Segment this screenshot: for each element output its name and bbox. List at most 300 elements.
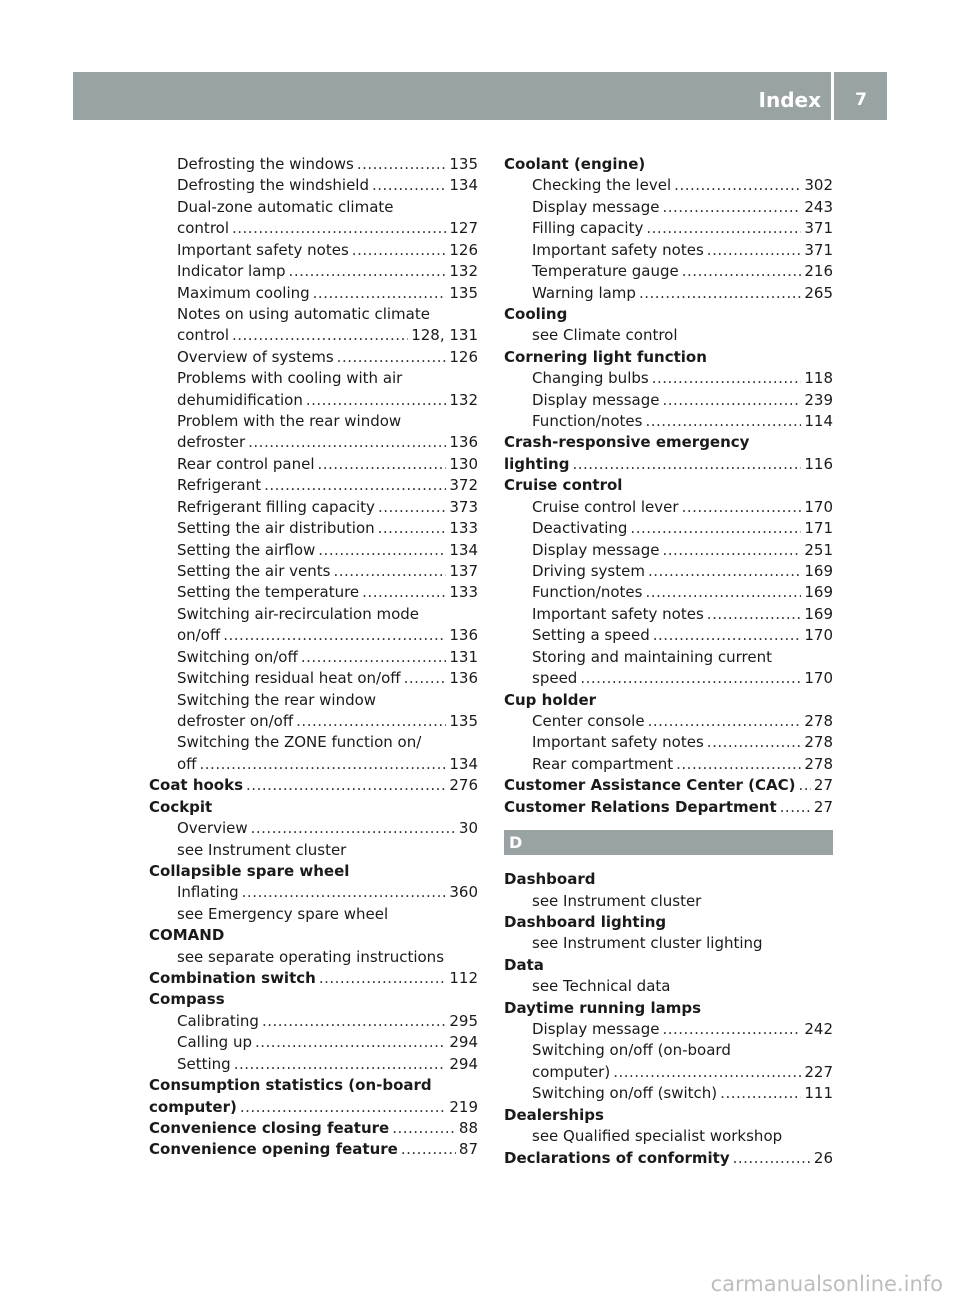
dot-leader xyxy=(780,797,811,818)
dot-leader xyxy=(232,325,408,346)
dot-leader xyxy=(255,1032,446,1053)
page-reference: 134 xyxy=(449,754,478,773)
index-subentry xyxy=(149,154,478,175)
entry-text: Dealerships xyxy=(504,1105,604,1124)
entry-text: speed xyxy=(532,669,578,688)
dot-leader xyxy=(653,625,802,646)
entry-text: Crash-responsive emergency xyxy=(504,433,750,452)
index-subentry xyxy=(149,668,478,689)
entry-text: Daytime running lamps xyxy=(504,998,701,1017)
dot-leader xyxy=(404,668,447,689)
index-entry xyxy=(504,347,833,368)
dot-leader xyxy=(662,540,801,561)
dot-leader xyxy=(318,540,446,561)
page-reference: 26 xyxy=(813,1148,833,1167)
index-subentry xyxy=(504,891,833,912)
entry-text: Convenience opening feature xyxy=(149,1140,398,1159)
entry-text: Setting the air distribution xyxy=(177,519,375,538)
entry-text: Calibrating xyxy=(177,1011,259,1030)
index-subentry xyxy=(504,732,833,753)
entry-text: see Emergency spare wheel xyxy=(177,904,389,923)
dot-leader xyxy=(648,711,802,732)
entry-text: Combination switch xyxy=(149,969,316,988)
dot-leader xyxy=(301,647,447,668)
index-subentry xyxy=(504,175,833,196)
page-reference: 136 xyxy=(449,433,478,452)
page-reference: 251 xyxy=(804,540,833,559)
page-reference: 372 xyxy=(449,476,478,495)
entry-text: Defrosting the windows xyxy=(177,155,354,173)
entry-text: Inflating xyxy=(177,883,239,902)
entry-text: Deactivating xyxy=(532,519,628,538)
entry-text: control xyxy=(177,326,229,345)
index-subentry xyxy=(504,240,833,261)
dot-leader xyxy=(648,561,801,582)
index-subentry xyxy=(149,454,478,475)
page-reference: 126 xyxy=(449,240,478,259)
index-subentry xyxy=(504,368,833,389)
dot-leader xyxy=(401,1139,456,1160)
page-reference: 239 xyxy=(804,390,833,409)
entry-text: control xyxy=(177,219,229,238)
entry-text: computer) xyxy=(149,1097,237,1116)
entry-text: Maximum cooling xyxy=(177,283,310,302)
dot-leader xyxy=(630,518,801,539)
index-subentry xyxy=(504,625,833,646)
index-entry xyxy=(149,1075,478,1096)
dot-leader xyxy=(306,390,447,411)
index-subentry xyxy=(504,497,833,518)
index-subentry xyxy=(149,197,478,218)
index-subentry xyxy=(149,1011,478,1032)
page-reference: 170 xyxy=(804,669,833,688)
entry-text: Dashboard lighting xyxy=(504,912,667,931)
dot-leader xyxy=(357,154,447,175)
page-reference: 27 xyxy=(813,776,833,795)
entry-text: Refrigerant filling capacity xyxy=(177,497,375,516)
page-reference: 243 xyxy=(804,197,833,216)
index-subentry xyxy=(504,518,833,539)
dot-leader xyxy=(798,775,810,796)
entry-text: Driving system xyxy=(532,562,645,581)
entry-text: off xyxy=(177,754,197,773)
index-entry xyxy=(504,432,833,453)
index-subentry xyxy=(149,690,478,711)
index-subentry xyxy=(149,304,478,325)
page-reference: 227 xyxy=(804,1062,833,1081)
entry-text: Cruise control lever xyxy=(532,497,679,516)
page-reference: 169 xyxy=(804,604,833,623)
index-subentry xyxy=(504,1040,833,1061)
index-subentry xyxy=(504,1019,833,1040)
index-subentry xyxy=(149,947,478,968)
index-entry xyxy=(504,1105,833,1126)
index-subentry xyxy=(149,1054,478,1075)
entry-text: Setting xyxy=(177,1054,231,1073)
page-reference: 135 xyxy=(449,711,478,730)
entry-text: Setting a speed xyxy=(532,626,650,645)
entry-text: Rear compartment xyxy=(532,754,674,773)
entry-text: Checking the level xyxy=(532,176,672,195)
dot-leader xyxy=(234,1054,447,1075)
dot-leader xyxy=(352,240,447,261)
entry-text: Switching the ZONE function on/ xyxy=(177,733,422,752)
index-subentry xyxy=(149,240,478,261)
entry-text: Rear control panel xyxy=(177,454,315,473)
dot-leader xyxy=(317,454,446,475)
entry-text: see Instrument cluster xyxy=(177,840,347,859)
entry-text: Switching on/off xyxy=(177,647,298,666)
index-entry xyxy=(504,797,833,818)
dot-leader xyxy=(262,1011,446,1032)
dot-leader xyxy=(662,390,801,411)
entry-text: Function/notes xyxy=(532,583,643,602)
entry-text: Cooling xyxy=(504,304,568,323)
dot-leader xyxy=(580,668,801,689)
entry-text: Calling up xyxy=(177,1033,252,1052)
index-entry xyxy=(504,690,833,711)
page-reference: 134 xyxy=(449,540,478,559)
index-subentry xyxy=(504,325,833,346)
entry-text: on/off xyxy=(177,626,221,645)
page-reference: 294 xyxy=(449,1033,478,1052)
page-reference: 278 xyxy=(804,733,833,752)
index-entry xyxy=(504,304,833,325)
dot-leader xyxy=(707,732,802,753)
entry-text: lighting xyxy=(504,454,570,473)
index-subentry xyxy=(149,625,478,646)
index-subentry xyxy=(149,647,478,668)
entry-text: Function/notes xyxy=(532,412,643,431)
index-subentry xyxy=(149,218,478,239)
dot-leader xyxy=(662,1019,801,1040)
entry-text: Cruise control xyxy=(504,476,623,495)
entry-text: see Instrument cluster xyxy=(532,891,702,910)
index-subentry xyxy=(149,754,478,775)
page-reference: 88 xyxy=(458,1118,478,1137)
page-reference: 111 xyxy=(804,1084,833,1103)
entry-text: Warning lamp xyxy=(532,283,636,302)
page-reference: 114 xyxy=(804,412,833,431)
page-reference: 132 xyxy=(449,262,478,281)
index-subentry xyxy=(504,976,833,997)
index-subentry xyxy=(149,540,478,561)
entry-text: defroster xyxy=(177,433,246,452)
page-reference: 302 xyxy=(804,176,833,195)
dot-leader xyxy=(242,882,447,903)
index-subentry xyxy=(149,561,478,582)
dot-leader xyxy=(240,1097,447,1118)
index-column-left xyxy=(149,154,478,1161)
entry-text: Problems with cooling with air xyxy=(177,369,403,388)
page-reference: 371 xyxy=(804,240,833,259)
entry-text: Switching on/off (on-board xyxy=(532,1041,731,1060)
dot-leader xyxy=(645,411,801,432)
index-entry xyxy=(504,775,833,796)
index-subentry xyxy=(504,668,833,689)
dot-leader xyxy=(362,582,446,603)
index-subentry xyxy=(149,882,478,903)
page-number: 7 xyxy=(855,90,867,110)
entry-text: Filling capacity xyxy=(532,219,644,238)
page-reference: 134 xyxy=(449,176,478,195)
index-entry xyxy=(149,925,478,946)
entry-text: Important safety notes xyxy=(532,733,704,752)
dot-leader xyxy=(232,218,446,239)
index-subentry xyxy=(149,604,478,625)
page-reference: 128, 131 xyxy=(411,326,478,345)
dot-leader xyxy=(707,240,802,261)
entry-text: Compass xyxy=(149,990,225,1009)
entry-text: Coolant (engine) xyxy=(504,155,646,173)
dot-leader xyxy=(707,604,802,625)
page-reference: 127 xyxy=(449,219,478,238)
dot-leader xyxy=(639,283,801,304)
index-subentry xyxy=(149,582,478,603)
entry-text: Dual-zone automatic climate xyxy=(177,197,394,216)
page-reference: 136 xyxy=(449,669,478,688)
index-subentry xyxy=(149,175,478,196)
entry-text: Problem with the rear window xyxy=(177,412,402,431)
page-reference: 360 xyxy=(449,883,478,902)
dot-leader xyxy=(662,197,801,218)
index-entry xyxy=(504,475,833,496)
entry-text: Important safety notes xyxy=(532,240,704,259)
dot-leader xyxy=(572,454,801,475)
entry-text: Data xyxy=(504,955,544,974)
entry-text: Changing bulbs xyxy=(532,369,649,388)
entry-text: Dashboard xyxy=(504,870,596,889)
dot-leader xyxy=(378,518,447,539)
page-reference: 170 xyxy=(804,497,833,516)
dot-leader xyxy=(333,561,446,582)
index-subentry xyxy=(149,325,478,346)
page-reference: 242 xyxy=(804,1020,833,1039)
dot-leader xyxy=(296,711,446,732)
page-reference: 216 xyxy=(804,262,833,281)
entry-text: Defrosting the windshield xyxy=(177,176,369,195)
page-reference: 294 xyxy=(449,1054,478,1073)
index-subentry xyxy=(504,582,833,603)
index-subentry xyxy=(504,604,833,625)
index-entry xyxy=(149,1139,478,1160)
index-subentry xyxy=(504,711,833,732)
page-reference: 171 xyxy=(804,519,833,538)
entry-text: Indicator lamp xyxy=(177,262,286,281)
entry-text: Switching the rear window xyxy=(177,690,377,709)
dot-leader xyxy=(264,475,446,496)
entry-text: Consumption statistics (on-board xyxy=(149,1076,432,1095)
entry-text: Display message xyxy=(532,540,660,559)
page-reference: 169 xyxy=(804,583,833,602)
index-subentry xyxy=(504,754,833,775)
page-reference: 373 xyxy=(449,497,478,516)
index-entry xyxy=(504,1148,833,1169)
index-entry xyxy=(149,861,478,882)
dot-leader xyxy=(372,175,446,196)
dot-leader xyxy=(733,1148,811,1169)
dot-leader xyxy=(378,497,446,518)
section-letter-heading: D xyxy=(504,830,833,855)
entry-text: see Technical data xyxy=(532,977,671,996)
entry-text: see Instrument cluster lighting xyxy=(532,934,763,953)
header-divider xyxy=(831,72,834,120)
index-subentry xyxy=(504,283,833,304)
index-subentry xyxy=(149,347,478,368)
index-entry xyxy=(149,775,478,796)
index-subentry xyxy=(504,647,833,668)
page-reference: 135 xyxy=(449,283,478,302)
page-reference: 136 xyxy=(449,626,478,645)
entry-text: Refrigerant xyxy=(177,476,262,495)
entry-text: dehumidification xyxy=(177,390,303,409)
dot-leader xyxy=(645,582,801,603)
dot-leader xyxy=(392,1118,456,1139)
entry-text: Storing and maintaining current xyxy=(532,647,772,666)
index-entry xyxy=(504,454,833,475)
index-entry xyxy=(504,998,833,1019)
index-subentry xyxy=(149,283,478,304)
page-reference: 371 xyxy=(804,219,833,238)
dot-leader xyxy=(682,261,802,282)
dot-leader xyxy=(646,218,801,239)
page-reference: 276 xyxy=(449,776,478,795)
page-reference: 133 xyxy=(449,583,478,602)
dot-leader xyxy=(337,347,447,368)
entry-text: Convenience closing feature xyxy=(149,1118,390,1137)
entry-text: Display message xyxy=(532,197,660,216)
page-header xyxy=(73,72,887,120)
page-reference: 278 xyxy=(804,711,833,730)
page-reference: 169 xyxy=(804,562,833,581)
index-subentry xyxy=(149,261,478,282)
entry-text: Center console xyxy=(532,711,645,730)
dot-leader xyxy=(319,968,447,989)
index-subentry xyxy=(504,390,833,411)
page-reference: 116 xyxy=(804,454,833,473)
watermark: carmanualsonline.info xyxy=(710,1272,943,1296)
page-reference: 87 xyxy=(458,1140,478,1159)
index-entry xyxy=(504,955,833,976)
entry-text: Customer Relations Department xyxy=(504,797,777,816)
index-subentry xyxy=(504,1126,833,1147)
entry-text: Coat hooks xyxy=(149,776,244,795)
index-entry xyxy=(149,1118,478,1139)
entry-text: Display message xyxy=(532,390,660,409)
entry-text: Overview xyxy=(177,819,248,838)
page-reference: 137 xyxy=(449,562,478,581)
entry-text: see Qualified specialist workshop xyxy=(532,1127,783,1146)
entry-text: see separate operating instructions xyxy=(177,947,445,966)
entry-text: Cockpit xyxy=(149,797,213,816)
index-entry xyxy=(504,869,833,890)
entry-text: Declarations of conformity xyxy=(504,1148,730,1167)
page-reference: 118 xyxy=(804,369,833,388)
index-entry xyxy=(149,797,478,818)
index-subentry xyxy=(504,197,833,218)
dot-leader xyxy=(313,283,447,304)
header-title: Index xyxy=(758,88,821,112)
index-entry xyxy=(149,989,478,1010)
entry-text: Notes on using automatic climate xyxy=(177,304,430,323)
page-reference: 27 xyxy=(813,797,833,816)
entry-text: Switching residual heat on/off xyxy=(177,669,401,688)
index-subentry xyxy=(149,411,478,432)
dot-leader xyxy=(674,175,801,196)
entry-text: computer) xyxy=(532,1062,611,1081)
dot-leader xyxy=(676,754,801,775)
page-reference: 112 xyxy=(449,969,478,988)
dot-leader xyxy=(223,625,446,646)
entry-text: Display message xyxy=(532,1020,660,1039)
entry-text: Temperature gauge xyxy=(532,262,679,281)
page-reference: 132 xyxy=(449,390,478,409)
page-reference: 135 xyxy=(449,155,478,173)
dot-leader xyxy=(682,497,802,518)
entry-text: Cup holder xyxy=(504,690,597,709)
page-reference: 131 xyxy=(449,647,478,666)
index-subentry xyxy=(149,904,478,925)
index-subentry xyxy=(149,1032,478,1053)
entry-text: see Climate control xyxy=(532,326,678,345)
index-column-right xyxy=(504,154,833,1169)
entry-text: Setting the airflow xyxy=(177,540,316,559)
index-subentry xyxy=(149,711,478,732)
dot-leader xyxy=(720,1083,801,1104)
index-subentry xyxy=(504,1083,833,1104)
page-reference: 126 xyxy=(449,347,478,366)
index-entry xyxy=(149,968,478,989)
dot-leader xyxy=(246,775,446,796)
index-subentry xyxy=(149,497,478,518)
entry-text: Overview of systems xyxy=(177,347,334,366)
dot-leader xyxy=(652,368,802,389)
page-reference: 130 xyxy=(449,454,478,473)
index-entry xyxy=(149,1097,478,1118)
entry-text: Cornering light function xyxy=(504,347,707,366)
index-subentry xyxy=(504,261,833,282)
index-subentry xyxy=(504,933,833,954)
dot-leader xyxy=(248,432,446,453)
entry-text: Setting the air vents xyxy=(177,562,331,581)
index-subentry xyxy=(149,368,478,389)
index-subentry xyxy=(149,518,478,539)
index-entry xyxy=(504,154,833,175)
entry-text: Switching on/off (switch) xyxy=(532,1084,718,1103)
page-reference: 133 xyxy=(449,519,478,538)
entry-text: Important safety notes xyxy=(532,604,704,623)
index-subentry xyxy=(504,561,833,582)
page-reference: 30 xyxy=(458,819,478,838)
entry-text: Switching air-recirculation mode xyxy=(177,604,420,623)
index-subentry xyxy=(504,411,833,432)
entry-text: Collapsible spare wheel xyxy=(149,861,350,880)
entry-text: Setting the temperature xyxy=(177,583,360,602)
index-subentry xyxy=(504,540,833,561)
index-subentry xyxy=(149,840,478,861)
index-subentry xyxy=(149,475,478,496)
page-reference: 278 xyxy=(804,754,833,773)
page-reference: 219 xyxy=(449,1097,478,1116)
page-reference: 265 xyxy=(804,283,833,302)
entry-text: COMAND xyxy=(149,926,225,945)
index-subentry xyxy=(149,432,478,453)
page-reference: 295 xyxy=(449,1011,478,1030)
index-subentry xyxy=(149,818,478,839)
index-subentry xyxy=(149,732,478,753)
dot-leader xyxy=(251,818,456,839)
index-subentry xyxy=(504,218,833,239)
